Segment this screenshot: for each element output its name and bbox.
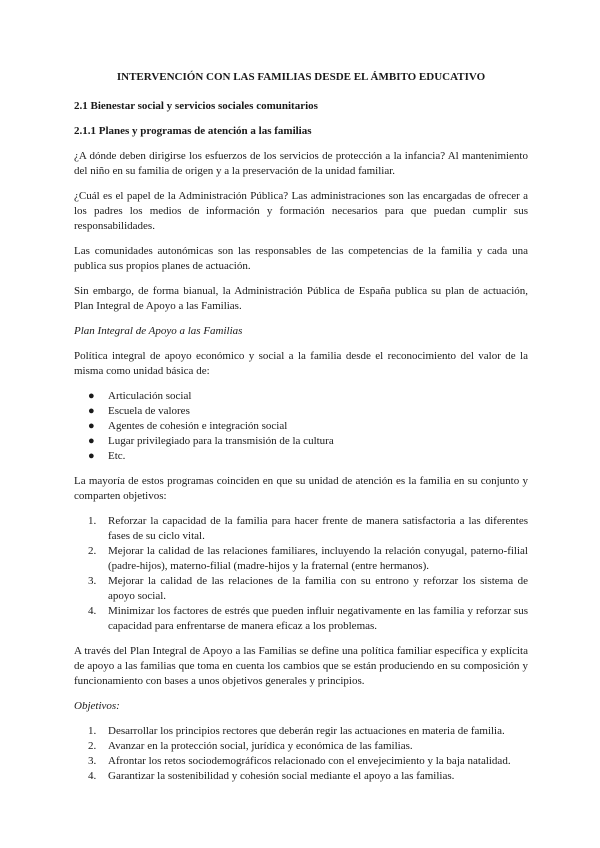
list-number: 1. bbox=[88, 515, 97, 527]
bullet-icon: ● bbox=[88, 390, 95, 402]
list-item-text: Mejorar la calidad de las relaciones de la familia con su entrono y reforzar los sistema de apoyo social. bbox=[108, 575, 528, 602]
list-item bbox=[74, 574, 528, 604]
list-item bbox=[74, 434, 528, 449]
list-number: 4. bbox=[88, 770, 97, 782]
list-item bbox=[74, 754, 528, 769]
paragraph: ¿A dónde deben dirigirse los esfuerzos de los servicios de protección a la infancia? Al mantenimiento del niño en su familia de origen y a la preservación de la unidad familiar. bbox=[74, 150, 528, 177]
bullet-list bbox=[74, 389, 528, 464]
list-item bbox=[74, 389, 528, 404]
list-item-text: Agentes de cohesión e integración social bbox=[108, 420, 288, 432]
plan-heading: Plan Integral de Apoyo a las Familias bbox=[74, 325, 243, 337]
section-heading: 2.1 Bienestar social y servicios sociales comunitarios bbox=[74, 100, 318, 112]
document-title: INTERVENCIÓN CON LAS FAMILIAS DESDE EL ÁMBITO EDUCATIVO bbox=[116, 71, 486, 83]
list-item bbox=[74, 449, 528, 464]
list-number: 2. bbox=[88, 545, 97, 557]
list-number: 2. bbox=[88, 740, 97, 752]
list-item-text: Avanzar en la protección social, jurídica y económica de las familias. bbox=[108, 740, 413, 752]
list-item bbox=[74, 514, 528, 544]
list-number: 3. bbox=[88, 755, 97, 767]
paragraph: ¿Cuál es el papel de la Administración Pública? Las administraciones son las encargadas de ofrecer a los padres los medios de información y formación necesarios para que puedan cumplir sus responsabilidades. bbox=[74, 190, 528, 232]
list-item-text: Mejorar la calidad de las relaciones familiares, incluyendo la relación conyugal, paterno-filial (padre-hijos), materno-filial (madre-hijos y la fraternal (entre hermanos). bbox=[108, 545, 528, 572]
bullet-icon: ● bbox=[88, 450, 95, 462]
paragraph: Política integral de apoyo económico y social a la familia desde el reconocimiento del valor de la misma como unidad básica de: bbox=[74, 350, 528, 377]
list-item bbox=[74, 544, 528, 574]
paragraph: Las comunidades autonómicas son las responsables de las competencias de la familia y cada una publica sus propios planes de actuación. bbox=[74, 245, 528, 272]
list-number: 4. bbox=[88, 605, 97, 617]
list-item-text: Escuela de valores bbox=[108, 405, 190, 417]
list-item-text: Lugar privilegiado para la transmisión de la cultura bbox=[108, 435, 334, 447]
subsection-heading: 2.1.1 Planes y programas de atención a las familias bbox=[74, 125, 312, 137]
list-item bbox=[74, 419, 528, 434]
paragraph: A través del Plan Integral de Apoyo a las Familias se define una política familiar específica y explícita de apoyo a las familias que toma en cuenta los cambios que se están produciendo en su composición y funcionamiento con bases a unos objetivos generales y principios. bbox=[74, 645, 528, 687]
list-number: 1. bbox=[88, 725, 97, 737]
list-item-text: Garantizar la sostenibilidad y cohesión social mediante el apoyo a las familias. bbox=[108, 770, 455, 782]
list-item bbox=[74, 769, 528, 784]
program-goals-list bbox=[74, 514, 528, 634]
objectives-list bbox=[74, 724, 528, 784]
paragraph: La mayoría de estos programas coinciden en que su unidad de atención es la familia en su conjunto y comparten objetivos: bbox=[74, 475, 528, 502]
document-body bbox=[74, 70, 528, 794]
list-item-text: Etc. bbox=[108, 450, 126, 462]
bullet-icon: ● bbox=[88, 405, 95, 417]
list-item-text: Minimizar los factores de estrés que pueden influir negativamente en las familia y reforzar sus capacidad para enfrentarse de manera eficaz a los problemas. bbox=[108, 605, 528, 632]
list-item-text: Articulación social bbox=[108, 390, 192, 402]
objectives-heading: Objetivos: bbox=[74, 700, 120, 712]
list-item bbox=[74, 724, 528, 739]
list-number: 3. bbox=[88, 575, 97, 587]
paragraph: Sin embargo, de forma bianual, la Administración Pública de España publica su plan de actuación, Plan Integral de Apoyo a las Familias. bbox=[74, 285, 528, 312]
list-item-text: Reforzar la capacidad de la familia para hacer frente de manera satisfactoria a las diferentes fases de su ciclo vital. bbox=[108, 515, 528, 542]
list-item-text: Afrontar los retos sociodemográficos relacionado con el envejecimiento y la baja natalidad. bbox=[108, 755, 511, 767]
list-item bbox=[74, 404, 528, 419]
bullet-icon: ● bbox=[88, 435, 95, 447]
list-item bbox=[74, 739, 528, 754]
bullet-icon: ● bbox=[88, 420, 95, 432]
list-item bbox=[74, 604, 528, 634]
list-item-text: Desarrollar los principios rectores que deberán regir las actuaciones en materia de familia. bbox=[108, 725, 505, 737]
